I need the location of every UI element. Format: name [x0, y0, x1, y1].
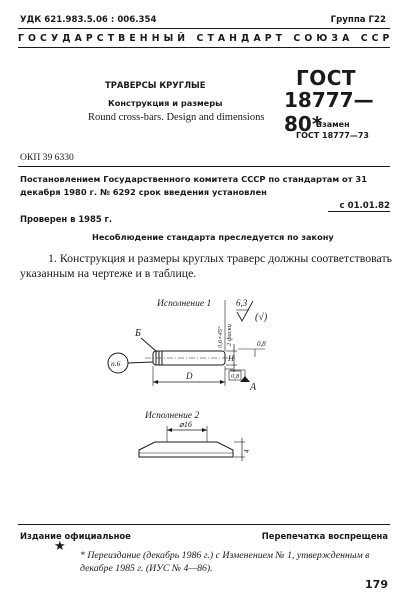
udk-code: УДК 621.983.5.06 : 006.354: [20, 15, 157, 25]
paragraph-1: 1. Конструкция и размеры круглых траверс должны соответствовать указанным на чертеже и в таблице.: [20, 251, 392, 280]
official-edition: Издание официальное: [20, 531, 131, 541]
tolerance-08-top: 0,8: [257, 340, 266, 348]
label-n6: n.6: [111, 359, 121, 368]
standard-union-heading: ГОСУДАРСТВЕННЫЙ СТАНДАРТ СОЮЗА ССР: [18, 33, 394, 44]
star-icon: ★: [54, 539, 66, 554]
header-rule-bottom: [18, 47, 390, 48]
document-title: ТРАВЕРСЫ КРУГЛЫЕ: [105, 80, 206, 90]
gost-label: ГОСТ: [296, 66, 357, 90]
reprint-prohibited: Перепечатка воспрещена: [261, 531, 388, 541]
roughness-value: 6,3: [236, 298, 248, 308]
document-title-english: Round cross-bars. Design and dimensions: [88, 112, 265, 123]
leader-b: [141, 338, 157, 352]
datum-triangle: [240, 376, 250, 382]
header-rule-top: [18, 28, 390, 29]
intro-date-underline: [328, 211, 390, 212]
decree-text: Постановлением Государственного комитета СССР по стандартам от 31 декабря 1980 г. № 6292 срок введения установлен: [20, 174, 367, 197]
label-d: D: [186, 371, 193, 381]
dim4-label: 4: [243, 449, 251, 453]
gost-number: 18777—80*: [284, 88, 374, 136]
roughness-paren: (√): [255, 312, 268, 323]
page-number: 179: [365, 578, 388, 591]
footnote: * Переиздание (декабрь 1986 г.) с Изменением № 1, утвержденным в декабре 1985 г. (ИУС № 4—86).: [80, 550, 370, 574]
label-a: A: [250, 382, 257, 393]
version1-label: Исполнение 1: [157, 299, 212, 309]
chamfer-count: 2 фаски: [226, 324, 233, 346]
chamfer-label: 0,6×45°: [217, 326, 224, 348]
technical-drawing: [95, 290, 335, 480]
replaces-value: ГОСТ 18777—73: [296, 131, 369, 140]
checked-year: Проверен в 1985 г.: [20, 214, 113, 224]
replaces-label: Взамен: [316, 120, 350, 129]
version2-label: Исполнение 2: [145, 411, 200, 421]
okp-code: ОКП 39 6330: [20, 152, 74, 163]
law-notice: Несоблюдение стандарта преследуется по закону: [92, 232, 334, 242]
document-subtitle: Конструкция и размеры: [108, 98, 223, 108]
label-h: H: [228, 354, 234, 363]
introduction-date: с 01.01.82: [339, 201, 390, 211]
group-code: Группа Г22: [330, 15, 386, 25]
okp-rule: [18, 166, 390, 167]
crossbar-v2-body: [139, 442, 233, 457]
dia16-label: ⌀16: [179, 420, 192, 429]
footer-rule: [18, 524, 390, 525]
leader-n6: [128, 362, 153, 363]
tolerance-08-bottom: 0,8: [231, 373, 240, 380]
label-b: Б: [135, 328, 141, 339]
